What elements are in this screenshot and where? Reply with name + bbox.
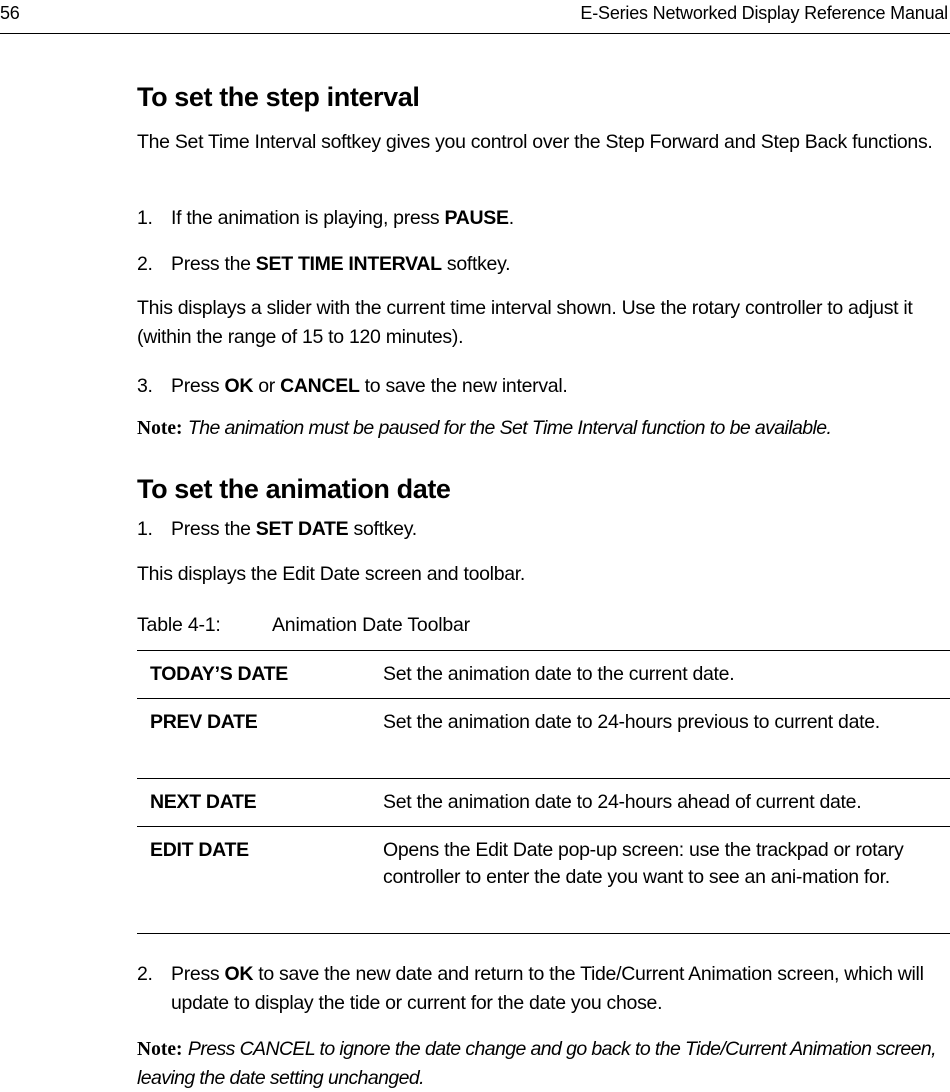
edit-date-description: This displays the Edit Date screen and toolbar. — [137, 563, 526, 585]
table-row — [137, 779, 950, 827]
page-header — [0, 0, 950, 34]
step-text: Press the — [171, 253, 256, 275]
softkey-name: PREV DATE — [137, 699, 383, 779]
note-label: Note: — [137, 1039, 183, 1060]
table-row — [137, 699, 950, 779]
table-row — [137, 827, 950, 934]
softkey-name: NEXT DATE — [137, 779, 383, 827]
key-set-date: SET DATE — [255, 518, 349, 540]
table-caption — [137, 614, 737, 642]
section-heading-animation-date: To set the animation date — [137, 474, 451, 504]
table-title: Animation Date Toolbar — [272, 614, 470, 636]
table-row — [137, 651, 950, 699]
key-cancel: CANCEL — [280, 375, 360, 397]
step-text: If the animation is playing, press — [171, 207, 445, 229]
softkey-description: Opens the Edit Date pop-up screen: use the trackpad or rotary controller to enter the date you want to see an ani-mation for. — [383, 827, 950, 934]
manual-title: E-Series Networked Display Reference Manual — [580, 3, 948, 23]
key-pause: PAUSE — [444, 207, 509, 229]
step-number: 1. — [137, 518, 153, 540]
slider-description: This displays a slider with the current time interval shown. Use the rotary controller to adjust it (within the range of 15 to 120 minutes). — [137, 297, 913, 348]
key-ok: OK — [224, 963, 254, 985]
intro-paragraph: The Set Time Interval softkey gives you control over the Step Forward and Step Back functions. — [137, 131, 933, 153]
step-text: Press — [171, 375, 225, 397]
step-text: Press the — [171, 518, 256, 540]
step-number: 3. — [137, 375, 153, 397]
note-label: Note: — [137, 418, 183, 439]
step-text: Press — [171, 963, 225, 985]
step-1-pause: 1. If the animation is playing, press PAUSE. — [137, 204, 950, 234]
note-text: The animation must be paused for the Set Time Interval function to be available. — [187, 417, 832, 439]
step-number: 2. — [137, 253, 153, 275]
softkey-description: Set the animation date to the current date. — [383, 651, 950, 699]
table-number: Table 4-1: — [137, 614, 221, 636]
softkey-description: Set the animation date to 24-hours ahead of current date. — [383, 779, 950, 827]
page-number: 56 — [0, 3, 20, 23]
step-3-ok-cancel: 3. Press OK or CANCEL to save the new interval. — [137, 372, 950, 402]
note-cancel — [137, 1035, 937, 1092]
step-1-set-date: 1. Press the SET DATE softkey. — [137, 515, 950, 545]
step-2-press-ok: 2. Press OK to save the new date and return to the Tide/Current Animation screen, which will update to display the tide or current for the date you chose. — [137, 960, 950, 1020]
softkey-name: TODAY’S DATE — [137, 651, 383, 699]
note-interval — [137, 414, 947, 443]
key-set-time-interval: SET TIME INTERVAL — [255, 253, 442, 275]
key-ok: OK — [224, 375, 254, 397]
step-number: 2. — [137, 963, 153, 985]
step-2-set-time-interval: 2. Press the SET TIME INTERVAL softkey. — [137, 250, 950, 280]
softkey-description: Set the animation date to 24-hours previous to current date. — [383, 699, 950, 779]
softkey-name: EDIT DATE — [137, 827, 383, 934]
step-number: 1. — [137, 207, 153, 229]
section-heading-step-interval: To set the step interval — [137, 82, 420, 112]
animation-date-toolbar-table — [137, 650, 950, 934]
note-text: Press CANCEL to ignore the date change and go back to the Tide/Current Animation screen, leaving the date setting unchanged. — [137, 1038, 936, 1089]
